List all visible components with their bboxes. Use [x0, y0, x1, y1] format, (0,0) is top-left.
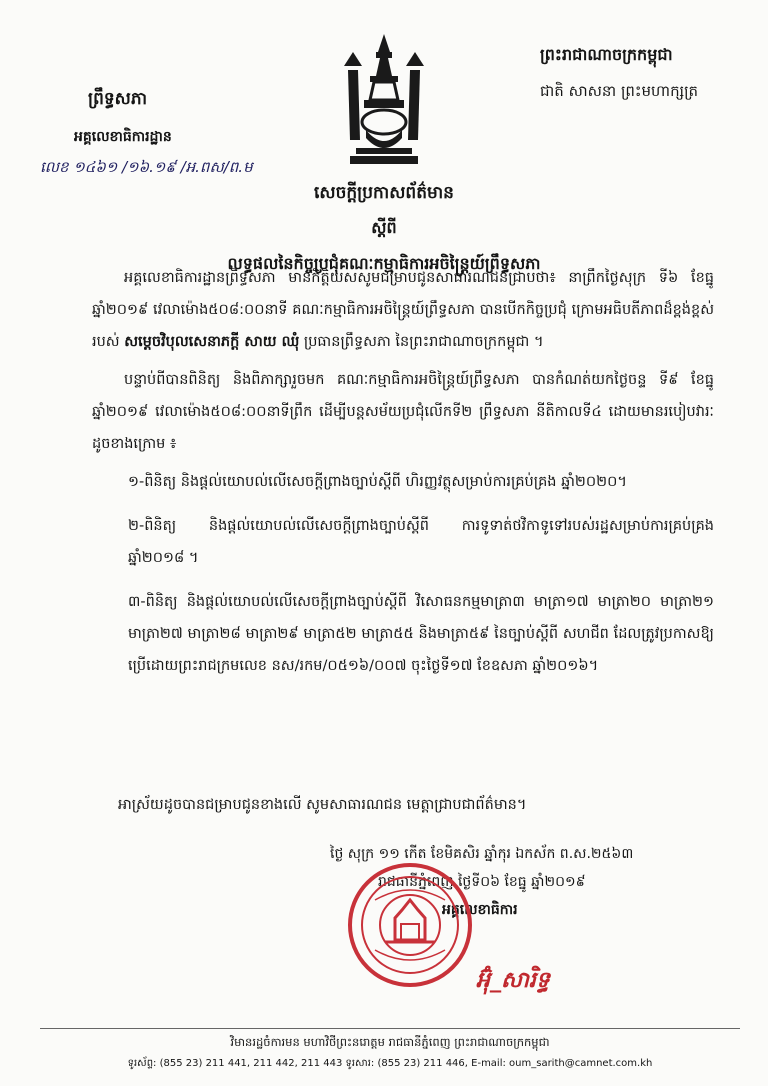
paragraph-2: បន្ទាប់ពីបានពិនិត្យ និងពិភាក្សារួចមក គណៈកម្មាធិការអចិន្ត្រៃយ៍ព្រឹទ្ធសភា បានកំណត់យកថ្ងៃចន្ទ ទី៩ ខែធ្នូ ឆ្នាំ២០១៩ វេលាម៉ោង៥០៨:០០នាទីព្រឹក ដើម្បីបន្តសម័យប្រជុំលើកទី២ ព្រឹទ្ធសភា នីតិកាលទី៤ ដោយមានរបៀបវារៈដូចខាងក្រោម ៖	[92, 372, 714, 452]
closing-sentence: អាស្រ័យដូចបានជម្រាបជូនខាងលើ សូមសាធារណជន មេត្តាជ្រាបជាព័ត៌មាន។	[118, 797, 527, 813]
agenda-item: ២-ពិនិត្យ និងផ្តល់យោបល់លើសេចក្តីព្រាងច្បាប់ស្តីពី ការទូទាត់ថវិកាទូទៅរបស់រដ្ឋសម្រាប់ការគ្រប់គ្រងឆ្នាំ២០១៨ ។	[128, 518, 714, 566]
signatory-role: អគ្គលេខាធិការ	[442, 902, 518, 918]
reference-number: លេខ ១៤៦១ /១៦.១៩ /អ.ពស/ព.ម	[40, 158, 253, 176]
paragraph-1-text: អគ្គលេខាធិការដ្ឋានព្រឹទ្ធសភា មានកិត្តិយសសូមជម្រាបជូនសាធារណជនជ្រាបថា៖ នាព្រឹកថ្ងៃសុក្រ ទី៦ ខែធ្នូ ឆ្នាំ២០១៩ វេលាម៉ោង៥០៨:០០នាទី គណៈកម្មាធិការអចិន្ត្រៃយ៍ព្រឹទ្ធសភា បានបើកកិច្ចប្រជុំ ក្រោមអធិបតីភាពដ៏ខ្ពង់ខ្ពស់របស់	[92, 270, 714, 350]
kingdom-block	[540, 44, 755, 104]
title-line-1: សេចក្តីប្រកាសព័ត៌មាន	[314, 183, 454, 203]
document-body	[92, 262, 714, 694]
sender-block	[40, 88, 280, 180]
place-date: រាជធានីភ្នំពេញ ថ្ងៃទី០៦ ខែធ្នូ ឆ្នាំ២០១៩	[378, 874, 586, 890]
agenda-list	[128, 466, 714, 682]
title-line-2: ស្តីពី	[371, 218, 397, 237]
footer-address: វិមានរដ្ឋចំការមន មហាវិថីព្រះនរោត្តម រាជធានីភ្នំពេញ ព្រះរាជាណាចក្រកម្ពុជា	[230, 1035, 550, 1049]
signatory-name: អ៊ុំ_សារិទ្ធ	[476, 968, 550, 993]
agenda-item: ៣-ពិនិត្យ និងផ្តល់យោបល់លើសេចក្តីព្រាងច្បាប់ស្តីពី វិសោធនកម្មមាត្រា៣ មាត្រា១៧ មាត្រា២០ មាត្រា២១ មាត្រា២៧ មាត្រា២៨ មាត្រា២៩ មាត្រា៥២ មាត្រា៥៥ និងមាត្រា៥៩ នៃច្បាប់ស្តីពី សហជីព ដែលត្រូវប្រកាសឱ្យប្រើដោយព្រះរាជក្រមលេខ នស/រកម/០៥១៦/០០៧ ចុះថ្ងៃទី១៧ ខែឧសភា ឆ្នាំ២០១៦។	[128, 594, 714, 674]
senate-name: ព្រឹទ្ធសភា	[88, 89, 148, 109]
title-line-3: លទ្ធផលនៃកិច្ចប្រជុំគណៈកម្មាធិការអចិន្ត្រៃយ៍ព្រឹទ្ធសភា	[227, 254, 541, 273]
national-motto: ជាតិ សាសនា ព្រះមហាក្សត្រ	[540, 82, 699, 100]
footer-contacts: ទូរស័ព្ទ: (855 23) 211 441, 211 442, 211 443 ទូរសារ: (855 23) 211 446, E-mail: oum_sarith@camnet.com.kh	[127, 1058, 653, 1069]
official-seal-icon	[345, 860, 475, 990]
paragraph-1	[92, 262, 714, 358]
lunar-date: ថ្ងៃ សុក្រ ១១ កើត ខែមិគសិរ ឆ្នាំកុរ ឯកស័ក ព.ស.២៥៦៣	[330, 846, 634, 862]
chairman-name: សម្តេចវិបុលសេនាភក្តី សាយ ឈុំ	[124, 334, 300, 350]
paragraph-1-tail: ប្រធានព្រឹទ្ធសភា នៃព្រះរាជាណាចក្រកម្ពុជា ។	[299, 334, 544, 350]
department-name: អគ្គលេខាធិការដ្ឋាន	[74, 129, 172, 145]
footer	[40, 1028, 740, 1071]
kingdom-name: ព្រះរាជាណាចក្រកម្ពុជា	[540, 45, 673, 64]
royal-emblem-icon	[336, 30, 432, 170]
agenda-item: ១-ពិនិត្យ និងផ្តល់យោបល់លើសេចក្តីព្រាងច្បាប់ស្តីពី ហិរញ្ញវត្ថុសម្រាប់ការគ្រប់គ្រង ឆ្នាំ២០២០។	[128, 474, 627, 490]
